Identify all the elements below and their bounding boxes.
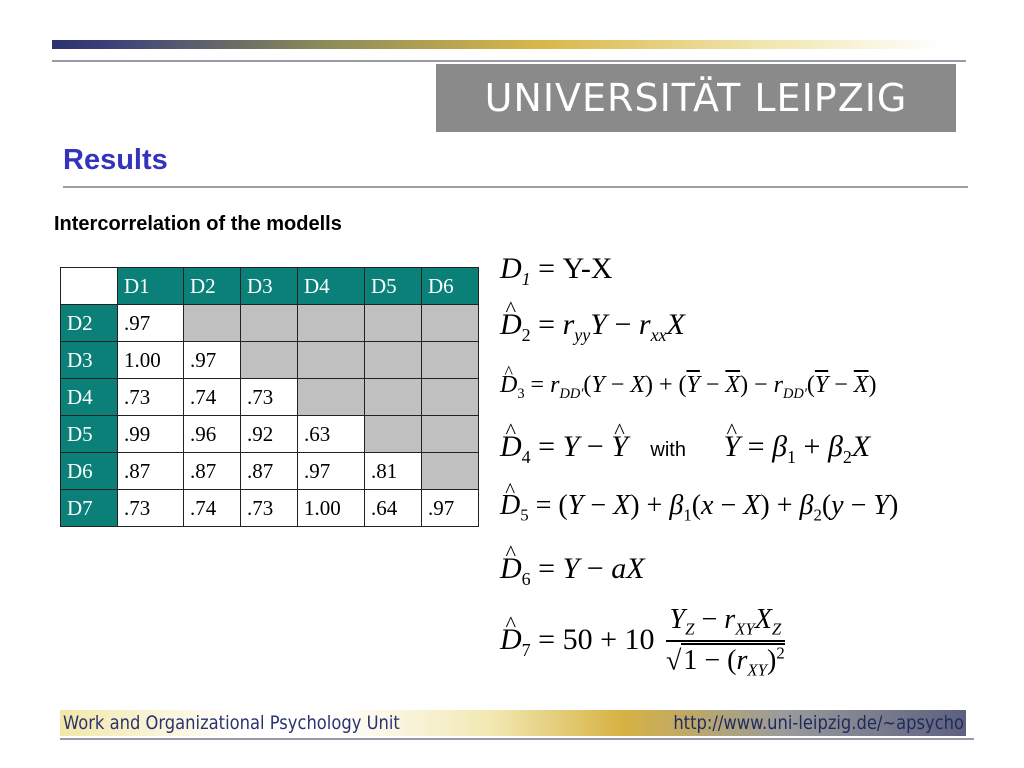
row-header: D5 [61,416,118,453]
correlation-cell: .97 [298,453,365,490]
empty-cell [298,342,365,379]
table-corner-cell [61,268,118,305]
empty-cell [422,453,479,490]
formula-d4: ^ $D_4 = Y$ − ^ Y with ^ $Y = \beta_1 + \beta_2X$ [500,430,870,468]
correlation-cell: .74 [184,490,241,527]
row-header: D6 [61,453,118,490]
correlation-cell: .97 [184,342,241,379]
table-row [61,305,479,342]
correlation-cell: .99 [118,416,184,453]
table-row [61,379,479,416]
empty-cell [422,379,479,416]
empty-cell [298,379,365,416]
correlation-cell: .73 [241,379,298,416]
empty-cell [184,305,241,342]
university-logo [436,64,956,132]
column-header: D4 [298,268,365,305]
correlation-cell: .63 [298,416,365,453]
row-header: D3 [61,342,118,379]
table-row [61,342,479,379]
empty-cell [422,305,479,342]
empty-cell [422,416,479,453]
table-row [61,453,479,490]
header-rule [52,60,966,62]
title-rule [63,186,968,188]
correlation-cell: .87 [118,453,184,490]
formula-d3: ^ $D_3 = r_{DD'}(Y - X) + (\overline{Y} - \overline{X}) - r_{DD'}(\overline{Y} - \overline{X})$ [500,372,876,403]
formula-d5: ^ $D_5 = (Y - X) + \beta_1(x - X) + \beta_2(y - Y)$ [500,490,898,526]
formula-d7-fraction: $\frac{Y_Z - r_{XY}X_Z}{√1 - (r_{XY})^2}$ [666,604,785,680]
with-label: with [650,439,686,461]
empty-cell [365,305,422,342]
row-header: D4 [61,379,118,416]
row-header: D2 [61,305,118,342]
table-row [61,490,479,527]
footer-url: http://www.uni-leipzig.de/~apsycho [673,712,964,734]
formula-d2: ^ $D_2 = r_{yy}Y - r_{xx}X$ [500,308,685,346]
correlation-cell: .97 [118,305,184,342]
formula-d7: ^ $D_7 = 50 + 10$ $\frac{Y_Z - r_{XY}X_Z}{√1 - (r_{XY})^2}$ [500,604,789,681]
footer-rule [60,738,974,740]
slide-subtitle: Intercorrelation of the modells [54,213,342,235]
correlation-cell: .73 [241,490,298,527]
correlation-cell: .87 [241,453,298,490]
empty-cell [298,305,365,342]
correlation-cell: .96 [184,416,241,453]
formula-d6: ^ $D_6 = Y$ − aX [500,552,645,590]
correlation-cell: .73 [118,379,184,416]
slide-title: Results [63,144,168,176]
column-header: D2 [184,268,241,305]
empty-cell [365,342,422,379]
correlation-cell: .92 [241,416,298,453]
empty-cell [365,379,422,416]
correlation-cell: .97 [422,490,479,527]
column-header: D5 [365,268,422,305]
formula-d1-rhs: Y-X [562,252,613,285]
row-header: D7 [61,490,118,527]
empty-cell [422,342,479,379]
empty-cell [241,305,298,342]
correlation-cell: 1.00 [118,342,184,379]
intercorrelation-table [60,267,479,527]
correlation-cell: .81 [365,453,422,490]
correlation-cell: .87 [184,453,241,490]
column-header: D1 [118,268,184,305]
header-decorative-bar [52,40,942,49]
column-header: D6 [422,268,479,305]
table-header-row [61,268,479,305]
correlation-cell: 1.00 [298,490,365,527]
correlation-cell: .74 [184,379,241,416]
table-row [61,416,479,453]
empty-cell [241,342,298,379]
correlation-cell: .64 [365,490,422,527]
formula-d1: $D_1 = Y-X$ [500,252,613,289]
column-header: D3 [241,268,298,305]
logo-text: UNIVERSITÄT LEIPZIG [484,76,908,120]
empty-cell [365,416,422,453]
correlation-cell: .73 [118,490,184,527]
footer-unit-name: Work and Organizational Psychology Unit [63,712,400,734]
